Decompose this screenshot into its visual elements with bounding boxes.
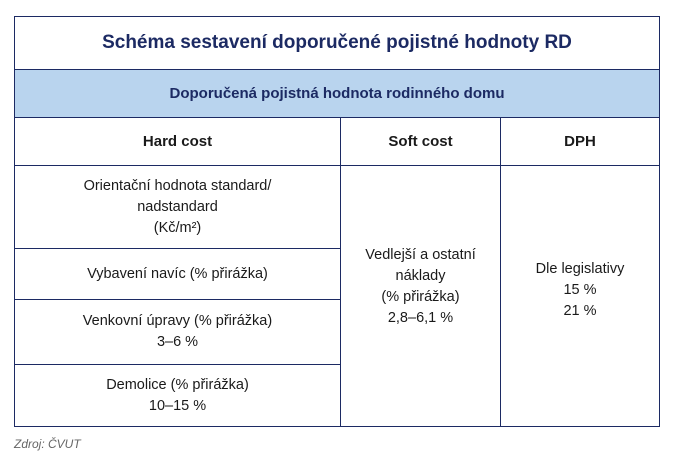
vat-cell (501, 166, 659, 426)
header-soft-cost (341, 118, 500, 165)
header-soft-cost-label: Soft cost (388, 133, 453, 150)
hard-row-outdoor (15, 300, 340, 364)
table-subtitle-band (15, 69, 659, 117)
divider (15, 69, 659, 70)
row-text: (Kč/m²) (153, 219, 202, 236)
row-value: 10–15 % (148, 397, 207, 414)
header-hard-cost-label: Hard cost (142, 133, 213, 150)
table-frame (14, 16, 660, 427)
row-text: Vybavení navíc (% přirážka) (87, 265, 268, 282)
hard-row-base (15, 166, 340, 248)
vat-value: 15 % (563, 282, 597, 298)
hard-row-extras (15, 249, 340, 299)
row-text: Orientační hodnota standard/ (83, 177, 272, 194)
row-value: 3–6 % (156, 334, 199, 350)
vat-text: Dle legislativy (535, 261, 625, 277)
soft-value: 2,8–6,1 % (387, 310, 454, 326)
soft-cost-cell (341, 166, 500, 426)
row-text: nadstandard (137, 198, 218, 215)
header-hard-cost (15, 118, 340, 165)
row-text: Venkovní úpravy (% přirážka) (82, 313, 273, 329)
vat-value: 21 % (563, 303, 597, 319)
table-title: Schéma sestavení doporučené pojistné hodnoty RD (102, 32, 572, 53)
soft-text: (% přirážka) (381, 289, 460, 305)
source-note: Zdroj: ČVUT (14, 437, 81, 451)
soft-text: Vedlejší a ostatní (365, 247, 476, 263)
table-subtitle: Doporučená pojistná hodnota rodinného domu (169, 84, 505, 102)
header-vat-label: DPH (564, 133, 596, 150)
header-vat (501, 118, 659, 165)
row-text: Demolice (% přirážka) (106, 376, 249, 393)
hard-row-demolition (15, 365, 340, 426)
soft-text: náklady (395, 268, 446, 284)
